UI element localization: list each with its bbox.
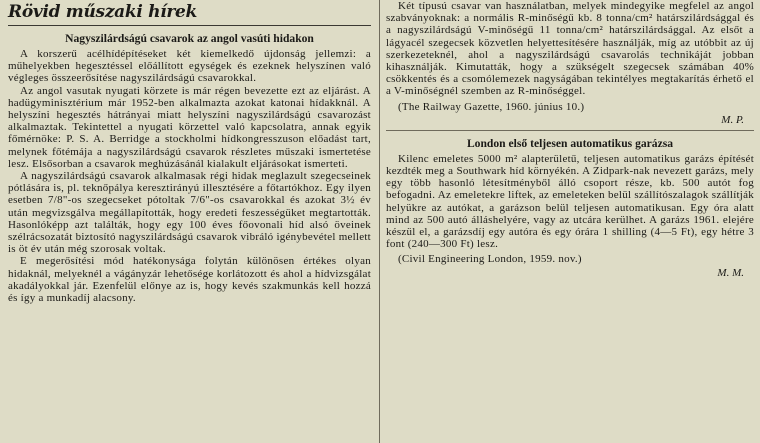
section-title: Rövid műszaki hírek [8,2,198,22]
article1-signature: M. P. [721,113,744,126]
title-rule [8,25,371,26]
article-separator [386,130,754,131]
article1-paragraph: Az angol vasutak nyugati körzete is már régen bevezette ezt az eljárást. A hadügyminisztérium már 1952-ben alkalmazta azokat katonai hídakknál. A helyszíni hegesztés hátrányai miatt helyszíni nagyszilárdságú csavarozást alkalmaztak. Tekintettel a nyugati körzettel való kapcsolatra, annak egyik főmérnöke: P. S. A. Berridge a stockholmi hídkongresszuson előadást tart, melynek főtémája a nagyszilárdságú csavarok részletes műszaki ismertetése lesz. Elsősorban a csavarok meghúzásánál kialakult eljárásokat ismerteti. [8,84,371,170]
article2-signature: M. M. [717,266,744,279]
article1-source: (The Railway Gazette, 1960. június 10.) [398,100,585,113]
article1-paragraph: A korszerű acélhídépítéseket két kiemelkedő újdonság jellemzi: a műhelyekben hegesztéssel előállított egységek és ezeknek helyszínen való végleges összeerősítése nagyszilárdságú csavarokkal. [8,48,371,85]
column-divider [379,0,380,443]
article1-paragraph: E megerősítési mód hatékonysága folytán különösen értékes olyan hidaknál, melyeknél a vágányzár lehetősége korlátozott és ahol a hídvizsgálat akadályokkal jár. Ezenfelül előnye az is, hogy kevés szakmunkás kell hozzá és így a munkadíj alacsony. [8,255,371,305]
article2-source: (Civil Engineering London, 1959. nov.) [398,253,582,266]
article1-paragraph: A nagyszilárdságú csavarok alkalmasak régi hidak meglazult szegecseinek pótlására is, pl. teknőpálya keresztirányú illesztésére a főtartókhoz. Egy ilyen esetben 7/8"-os szegecseket pótoltak 7/6"-os csavarokkal és azokat 3½ év után megvizsgálva megállapították, hogy eredeti feszességüket megtartották. Hasonlóképp azt találták, hogy egy 100 éves főovonali híd alsó öveinek szélrácsozatát biztosító nagyszilárdságú csavarok vibráló igénybevétel mellett is öt év után még szorosak voltak. [8,170,371,256]
right-column [386,0,754,443]
article2-paragraph: Kilenc emeletes 5000 m² alapterületű, teljesen automatikus garázs építését kezdték meg a Southwark híd környékén. A Zidpark-nak nevezett garázs, mely egy több hasonló létesítményből álló csoport része, kb. 500 autót fog befogadni. Az emeletekre liftek, az emeleteken belül szállítószalagok szállítják helyükre az autókat, a garázson belül teljesen automatikusan. Egy óra alatt mind az 500 autó álláshelyére, vagy az utcára kerülhet. A garázs 1961. elejére készül el, a garázsdíj egy autóra és egy órára 1 shilling (4—5 Ft), egy hétre 3 font (240—300 Ft) lesz. [386,152,754,251]
article1-paragraph: Két típusú csavar van használatban, melyek mindegyike megfelel az angol szabványoknak: a normális R-minőségű kb. 8 tonna/cm² határszilárdsággal és a nagyszilárdságú V-minőségű 11 tonna/cm² határszilárdsággal. Az elsőt a lágyacél szegecsek közvetlen helyettesítésére használják, míg az utóbbit az új szerkezeteknél, ahol a nagyszilárdságú csavarolás technikáját jobban kihasználják. Kimutatták, hogy a szükségelt szegecsek számában 40% csökkentés és a csomólemezek nagyságában tekintélyes megtakarítás érhető el a V-minőségnél szemben az R-minőséggel. [386,0,754,98]
article1-heading: Nagyszilárdságú csavarok az angol vasúti hidakon [65,32,314,45]
left-column [8,0,371,443]
article2-heading: London első teljesen automatikus garázsa [466,136,674,150]
